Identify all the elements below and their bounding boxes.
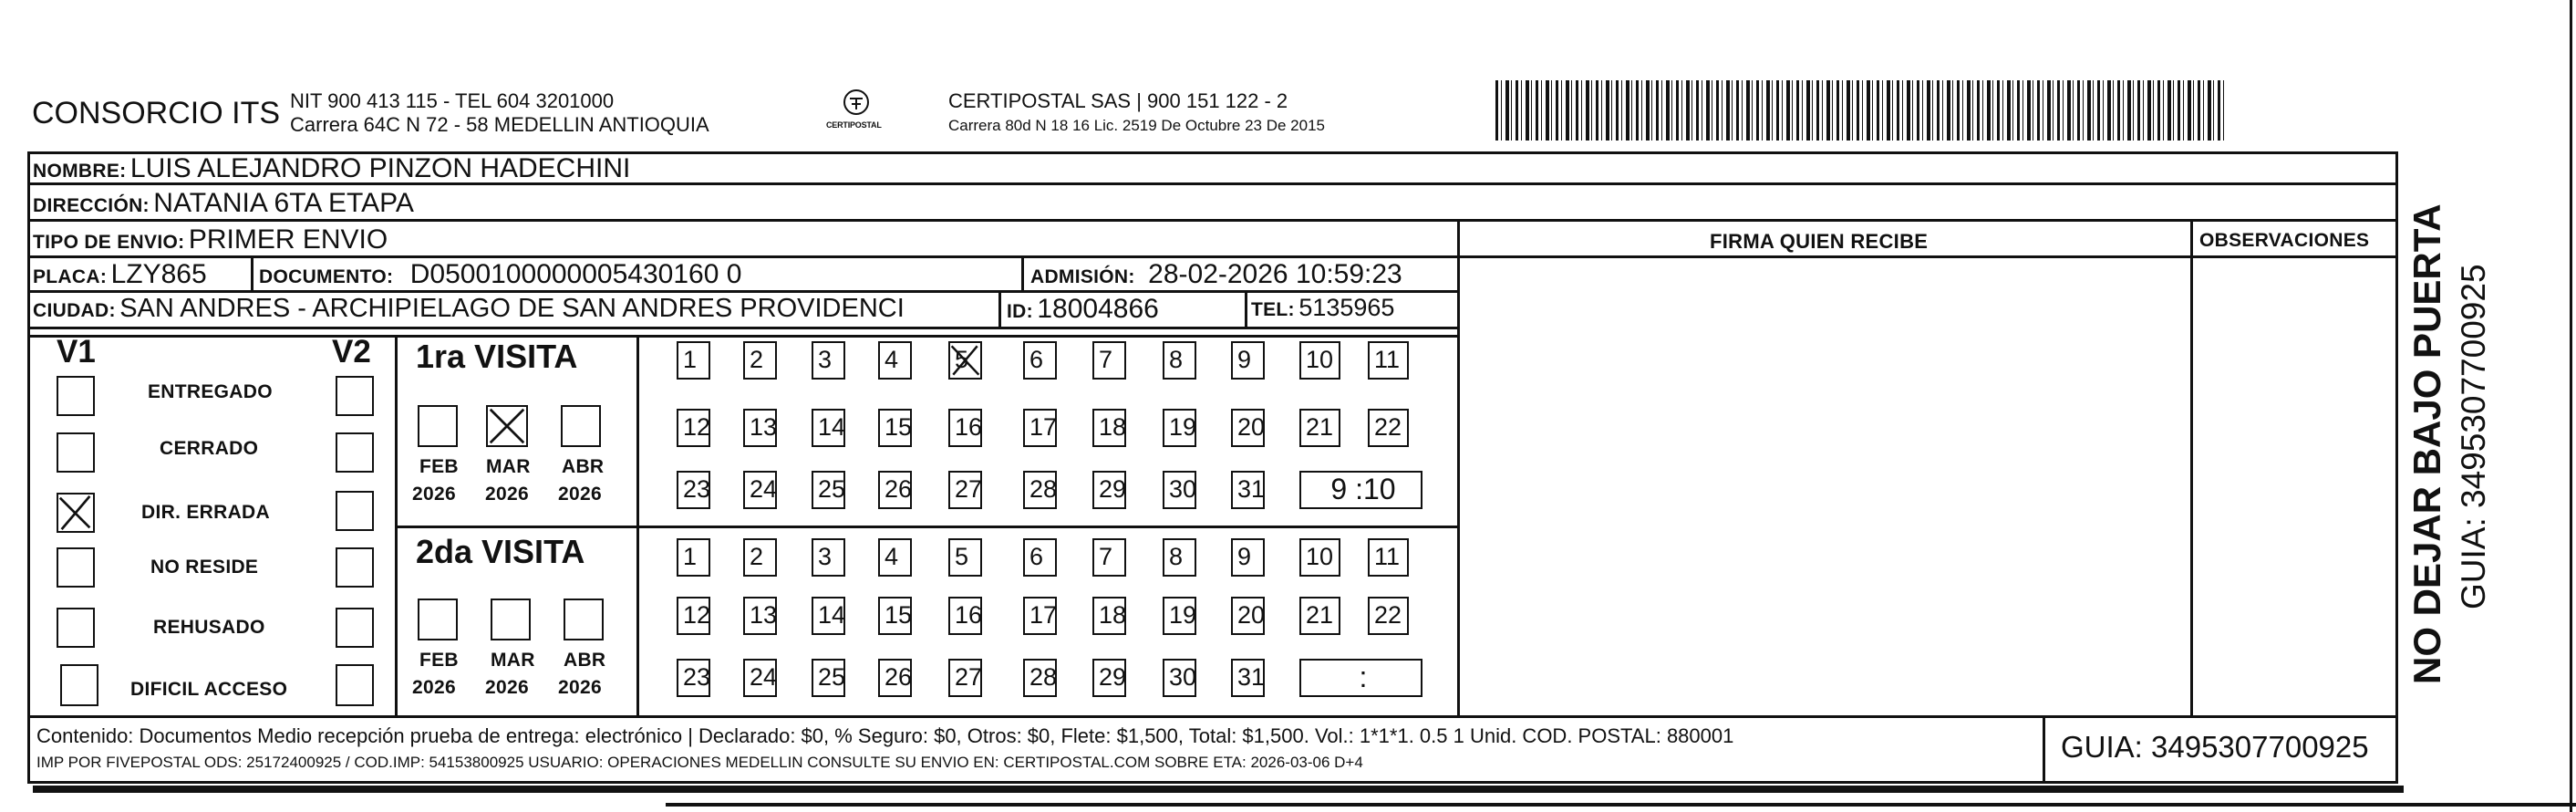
first-day-12[interactable]: 12	[677, 409, 710, 447]
first-day-21[interactable]: 21	[1299, 409, 1340, 447]
first-year-feb: 2026	[412, 484, 456, 505]
v1-checkbox-dificil-acceso[interactable]	[60, 664, 98, 706]
signature-area[interactable]	[1461, 259, 2188, 715]
first-day-1[interactable]: 1	[677, 341, 710, 380]
first-year-abr: 2026	[558, 484, 602, 505]
second-month-mar: MAR	[491, 650, 535, 671]
nombre-label: NOMBRE:	[33, 161, 127, 182]
second-day-19[interactable]: 19	[1163, 597, 1196, 635]
v2-checkbox-rehusado[interactable]	[336, 608, 374, 648]
v1-checkbox-cerrado[interactable]	[57, 432, 95, 473]
second-day-15[interactable]: 15	[878, 597, 912, 635]
company-info-2: Carrera 64C N 72 - 58 MEDELLIN ANTIOQUIA	[290, 113, 709, 136]
v2-checkbox-dir-errada[interactable]	[336, 491, 374, 531]
checkmark-x-icon	[488, 407, 526, 445]
second-year-abr: 2026	[558, 677, 602, 698]
documento-value: D0500100000005430160 0	[409, 259, 742, 289]
first-day-31[interactable]: 31	[1231, 471, 1265, 509]
first-day-24[interactable]: 24	[743, 471, 777, 509]
direccion-row	[33, 188, 414, 219]
firma-label: FIRMA QUIEN RECIBE	[1710, 230, 1929, 253]
placa-value: LZY865	[110, 259, 207, 289]
first-day-28[interactable]: 28	[1023, 471, 1057, 509]
second-day-7[interactable]: 7	[1092, 538, 1126, 577]
id-label: ID:	[1007, 301, 1033, 322]
v1-checkbox-dir-errada[interactable]	[57, 493, 95, 533]
second-day-3[interactable]: 3	[812, 538, 845, 577]
carrier-name: CERTIPOSTAL SAS | 900 151 122 - 2	[948, 89, 1288, 112]
first-day-10[interactable]: 10	[1299, 341, 1340, 380]
tipo-label: TIPO DE ENVIO:	[33, 232, 185, 253]
first-day-4[interactable]: 4	[878, 341, 912, 380]
id-value: 18004866	[1037, 294, 1159, 324]
first-day-15[interactable]: 15	[878, 409, 912, 447]
second-day-27[interactable]: 27	[948, 659, 982, 697]
checkmark-x-icon	[58, 494, 93, 531]
v1-checkbox-entregado[interactable]	[57, 376, 95, 416]
second-day-10[interactable]: 10	[1299, 538, 1340, 577]
first-day-22[interactable]: 22	[1368, 409, 1409, 447]
second-year-feb: 2026	[412, 677, 456, 698]
second-day-13[interactable]: 13	[743, 597, 777, 635]
ciudad-value: SAN ANDRES - ARCHIPIELAGO DE SAN ANDRES PROVIDENCI	[119, 294, 905, 323]
placa-cell	[33, 259, 207, 290]
admision-cell	[1030, 259, 1402, 290]
second-day-11[interactable]: 11	[1368, 538, 1409, 577]
first-abr-checkbox[interactable]	[561, 405, 601, 447]
second-day-21[interactable]: 21	[1299, 597, 1340, 635]
company-name: CONSORCIO ITS	[32, 96, 281, 130]
second-day-4[interactable]: 4	[878, 538, 912, 577]
status-cerrado: CERRADO	[160, 438, 259, 459]
status-dir-errada: DIR. ERRADA	[141, 502, 270, 523]
second-day-31[interactable]: 31	[1231, 659, 1265, 697]
bottom-shadow-lower	[666, 803, 2576, 807]
barcode	[1495, 80, 2225, 141]
footer-guia: GUIA: 3495307700925	[2061, 730, 2369, 764]
status-entregado: ENTREGADO	[148, 381, 273, 402]
admision-value: 28-02-2026 10:59:23	[1148, 259, 1402, 289]
second-day-16[interactable]: 16	[948, 597, 982, 635]
bottom-shadow	[33, 786, 2404, 793]
second-mar-checkbox[interactable]	[491, 599, 531, 640]
first-day-8[interactable]: 8	[1163, 341, 1196, 380]
ciudad-label: CIUDAD:	[33, 300, 116, 321]
tipo-value: PRIMER ENVIO	[188, 224, 388, 255]
second-day-17[interactable]: 17	[1023, 597, 1057, 635]
second-day-18[interactable]: 18	[1092, 597, 1126, 635]
second-day-14[interactable]: 14	[812, 597, 845, 635]
side-guia: GUIA: 3495307700925	[2455, 264, 2492, 609]
second-abr-checkbox[interactable]	[564, 599, 604, 640]
second-day-6[interactable]: 6	[1023, 538, 1057, 577]
second-month-feb: FEB	[419, 650, 459, 671]
documento-label: DOCUMENTO:	[259, 266, 394, 287]
first-day-5[interactable]: 5	[948, 341, 982, 380]
first-day-7[interactable]: 7	[1092, 341, 1126, 380]
second-day-26[interactable]: 26	[878, 659, 912, 697]
first-day-3[interactable]: 3	[812, 341, 845, 380]
second-day-24[interactable]: 24	[743, 659, 777, 697]
side-notice: NO DEJAR BAJO PUERTA	[2405, 203, 2448, 684]
direccion-label: DIRECCIÓN:	[33, 195, 150, 216]
first-day-26[interactable]: 26	[878, 471, 912, 509]
carrier-logo-text: CERTIPOSTAL	[826, 120, 882, 130]
tel-cell	[1251, 294, 1394, 322]
first-day-27[interactable]: 27	[948, 471, 982, 509]
second-day-25[interactable]: 25	[812, 659, 845, 697]
nombre-row	[33, 153, 630, 184]
second-year-mar: 2026	[485, 677, 529, 698]
second-time-field[interactable]: :	[1299, 659, 1422, 697]
company-info-1: NIT 900 413 115 - TEL 604 3201000	[290, 89, 615, 112]
v1-header: V1	[57, 334, 96, 370]
v2-checkbox-no-reside[interactable]	[336, 547, 374, 588]
first-time-field[interactable]: 9 :10	[1299, 471, 1422, 509]
carrier-info: Carrera 80d N 18 16 Lic. 2519 De Octubre 23 De 2015	[948, 117, 1325, 134]
status-dificil-acceso: DIFICIL ACCESO	[130, 679, 288, 700]
second-feb-checkbox[interactable]	[418, 599, 458, 640]
v1-checkbox-no-reside[interactable]	[57, 547, 95, 588]
first-day-13[interactable]: 13	[743, 409, 777, 447]
second-day-2[interactable]: 2	[743, 538, 777, 577]
tel-label: TEL:	[1251, 299, 1295, 320]
first-day-19[interactable]: 19	[1163, 409, 1196, 447]
ciudad-cell	[33, 294, 905, 324]
second-day-8[interactable]: 8	[1163, 538, 1196, 577]
first-day-2[interactable]: 2	[743, 341, 777, 380]
second-day-22[interactable]: 22	[1368, 597, 1409, 635]
second-day-1[interactable]: 1	[677, 538, 710, 577]
v2-checkbox-entregado[interactable]	[336, 376, 374, 416]
second-day-30[interactable]: 30	[1163, 659, 1196, 697]
admision-label: ADMISIÓN:	[1030, 266, 1135, 287]
observaciones-label: OBSERVACIONES	[2199, 230, 2370, 251]
first-day-18[interactable]: 18	[1092, 409, 1126, 447]
first-visit-title: 1ra VISITA	[416, 338, 578, 375]
first-feb-checkbox[interactable]	[418, 405, 458, 447]
first-day-20[interactable]: 20	[1231, 409, 1265, 447]
second-day-9[interactable]: 9	[1231, 538, 1265, 577]
documento-cell	[259, 259, 741, 290]
first-day-11[interactable]: 11	[1368, 341, 1409, 380]
tel-value: 5135965	[1298, 294, 1395, 321]
v2-header: V2	[332, 334, 371, 370]
first-day-17[interactable]: 17	[1023, 409, 1057, 447]
second-month-abr: ABR	[564, 650, 606, 671]
v1-checkbox-rehusado[interactable]	[57, 608, 95, 648]
observations-area[interactable]	[2194, 259, 2396, 715]
first-year-mar: 2026	[485, 484, 529, 505]
first-day-6[interactable]: 6	[1023, 341, 1057, 380]
second-day-28[interactable]: 28	[1023, 659, 1057, 697]
first-month-feb: FEB	[419, 456, 459, 477]
first-day-23[interactable]: 23	[677, 471, 710, 509]
first-month-mar: MAR	[486, 456, 531, 477]
v2-checkbox-cerrado[interactable]	[336, 432, 374, 473]
second-day-5[interactable]: 5	[948, 538, 982, 577]
status-no-reside: NO RESIDE	[150, 557, 259, 578]
status-rehusado: REHUSADO	[153, 617, 265, 638]
second-day-20[interactable]: 20	[1231, 597, 1265, 635]
first-day-25[interactable]: 25	[812, 471, 845, 509]
first-day-30[interactable]: 30	[1163, 471, 1196, 509]
first-mar-checkbox[interactable]	[486, 405, 528, 447]
second-day-12[interactable]: 12	[677, 597, 710, 635]
footer-print-line: IMP POR FIVEPOSTAL ODS: 25172400925 / COD.IMP: 54153800925 USUARIO: OPERACIONES MEDELLIN CONSULTE SU ENVIO EN: CERTIPOSTAL.COM SOBRE ETA: 2026-03-06 D+4	[36, 754, 1363, 771]
footer-content-line: Contenido: Documentos Medio recepción prueba de entrega: electrónico | Declarado: $0, % Seguro: $0, Otros: $0, Flete: $1,500, Total: $1,500. Vol.: 1*1*1. 0.5 1 Unid. COD. POSTAL: 880001	[36, 724, 1734, 747]
id-cell	[1007, 294, 1159, 325]
second-day-29[interactable]: 29	[1092, 659, 1126, 697]
v2-checkbox-dificil-acceso[interactable]	[336, 664, 374, 706]
checkmark-x-icon	[950, 343, 980, 378]
right-edge-line	[2570, 0, 2572, 812]
placa-label: PLACA:	[33, 266, 108, 287]
carrier-logo	[826, 86, 883, 139]
first-day-16[interactable]: 16	[948, 409, 982, 447]
tipo-row	[33, 224, 388, 255]
second-visit-title: 2da VISITA	[416, 533, 585, 570]
first-day-9[interactable]: 9	[1231, 341, 1265, 380]
first-day-29[interactable]: 29	[1092, 471, 1126, 509]
nombre-value: LUIS ALEJANDRO PINZON HADECHINI	[129, 153, 631, 183]
direccion-value: NATANIA 6TA ETAPA	[153, 188, 414, 218]
second-day-23[interactable]: 23	[677, 659, 710, 697]
first-month-abr: ABR	[562, 456, 605, 477]
first-day-14[interactable]: 14	[812, 409, 845, 447]
